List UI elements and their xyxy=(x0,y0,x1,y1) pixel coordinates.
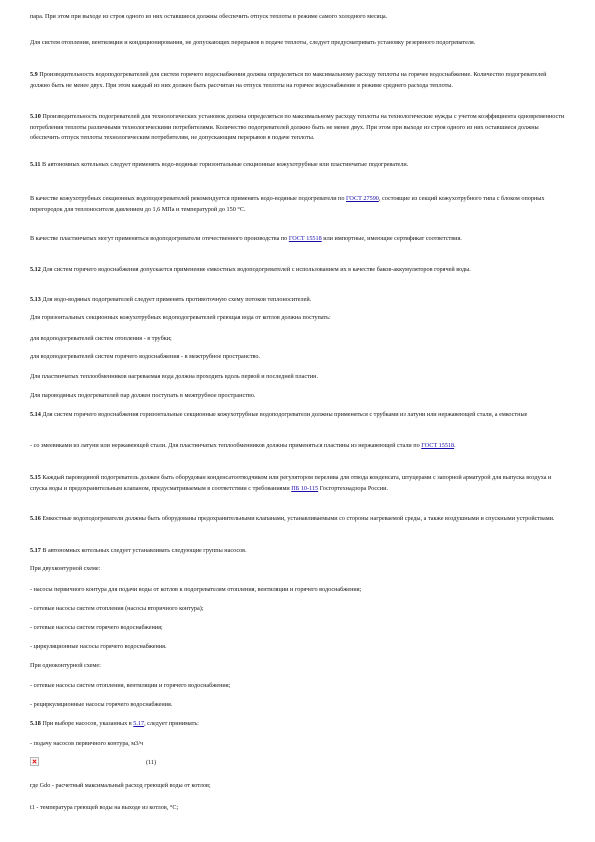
formula-11 xyxy=(30,757,565,771)
paragraph-heating-tubes: для водоподогревателей систем отопления - в трубки; xyxy=(30,335,172,342)
clause-number: 5.17 xyxy=(30,547,41,554)
clause-number: 5.9 xyxy=(30,71,38,78)
link-gost-15518-plates[interactable]: ГОСТ 15518 xyxy=(421,442,455,449)
paragraph-t1: t1 - температура греющей воды на выходе из котлов, °С; xyxy=(30,804,179,811)
paragraph-5-10: 5.10 Производительность подогревателей для технологических установок должна определяться по максимальному расходу теплоты на технологические нужды с учетом коэффициента одновременности потребления теплоты различными технологическими потребителями. Количество подогревателей должно быть не менее двух. При этом при выходе из строя одного из них оставшиеся должны обеспечить отпуск теплоты технологическим потребителям, не допускающим перерывов в подаче теплоты. xyxy=(30,113,565,141)
paragraph-where-gdo: где Gdo - расчетный максимальный расход греющей воды от котлов; xyxy=(30,782,211,789)
paragraph-shell-tube-heaters: В качестве кожухотрубных секционных водоподогревателей рекомендуется применять водо-водяные подогреватели по ГОСТ 27590, состоящие из секций кожухотрубного типа с блоком опорных перегородок для теплоносителя давлением до 1,6 МПа и температурой до 150 °С. xyxy=(30,195,545,213)
paragraph-5-15: 5.15 Каждый пароводяной подогреватель должен быть оборудован конденсатоотводчиком или регулятором перелива для отвода конденсата, штуцерами с запорной арматурой для выпуска воздуха и спуска воды и предохранительным клапаном, предусматриваемым в соответствии с требованиями ПБ 10-115 Госгортехнадзора России. xyxy=(30,474,552,492)
list-item-primary-pumps: - насосы первичного контура для подачи воды от котлов к подогревателям отопления, вентиляции и горячего водоснабжения; xyxy=(30,586,362,593)
paragraph-steam-heaters: Для пароводяных подогревателей пар должен поступать в межтрубное пространство. xyxy=(30,392,256,399)
list-item-network-pumps: - сетевые насосы систем отопления, вентиляции и горячего водоснабжения; xyxy=(30,682,231,689)
clause-number: 5.18 xyxy=(30,720,41,727)
paragraph-5-18: 5.18 При выборе насосов, указанных в 5.17, следует принимать: xyxy=(30,720,199,727)
clause-number: 5.14 xyxy=(30,411,41,418)
formula-number: (11) xyxy=(146,759,157,766)
paragraph-plate-heaters: В качестве пластинчатых могут применяться водоподогреватели отечественного производства по ГОСТ 15518 или импортные, имеющие сертификат соответствия. xyxy=(30,235,462,242)
list-item-hot-water-pumps: - сетевые насосы систем горячего водоснабжения; xyxy=(30,624,163,631)
paragraph-hot-water-annulus: для водоподогревателей систем горячего водоснабжения - в межтрубное пространство. xyxy=(30,353,261,360)
link-gost-27590[interactable]: ГОСТ 27590 xyxy=(346,195,379,202)
paragraph-5-17: 5.17 В автономных котельных следует устанавливать следующие группы насосов. xyxy=(30,547,247,554)
link-pb-10-115[interactable]: ПБ 10-115 xyxy=(291,484,319,492)
paragraph-5-9: 5.9 Производительность водоподогревателей для систем горячего водоснабжения должна определяться по максимальному расходу теплоты на горячее водоснабжение. Количество подогревателей должно быть не менее двух. При этом каждый из них должен быть рассчитан на отпуск теплоты на горячее водоснабжение в режиме среднего расхода теплоты. xyxy=(30,71,547,89)
paragraph-reserve-heater: Для систем отопления, вентиляции и кондиционирования, не допускающих перерывов в подаче теплоты, следует предусматривать установку резервного подогревателя. xyxy=(30,39,476,46)
paragraph-5-12: 5.12 Для систем горячего водоснабжения допускается применение емкостных водоподогревателей с использованием их в качестве баков-аккумуляторов горячей воды. xyxy=(30,266,471,273)
list-item-circulation-pumps: - циркуляционные насосы горячего водоснабжения. xyxy=(30,643,167,650)
paragraph-coils: - со змеевиками из латуни или нержавеющей стали. Для пластинчатых теплообменников должны применяться пластины из нержавеющей стали по ГОСТ 15518. xyxy=(30,442,456,449)
clause-number: 5.11 xyxy=(30,161,41,168)
clause-number: 5.16 xyxy=(30,515,41,522)
link-gost-15518[interactable]: ГОСТ 15518 xyxy=(288,235,322,242)
clause-number: 5.13 xyxy=(30,296,41,303)
paragraph-5-11: 5.11 В автономных котельных следует применять водо-водяные горизонтальные секционные кожухотрубные или пластинчатые подогреватели. xyxy=(30,161,409,168)
paragraph-primary-pump-flow: - подачу насосов первичного контура, м3/ч xyxy=(30,740,144,747)
broken-image-icon xyxy=(30,757,39,766)
paragraph-5-13: 5.13 Для водо-водяных подогревателей следует применять противоточную схему потоков теплоносителей. xyxy=(30,296,312,303)
clause-number: 5.15 xyxy=(30,474,41,481)
paragraph-continuation: пара. При этом при выходе из строя одного из них оставшиеся должны обеспечить отпуск теплоты в режиме самого холодного месяца. xyxy=(30,13,388,20)
clause-number: 5.12 xyxy=(30,266,41,273)
paragraph-one-circuit: При одноконтурной схеме: xyxy=(30,662,101,669)
paragraph-5-16: 5.16 Емкостные водоподогреватели должны быть оборудованы предохранительными клапанами, устанавливаемыми со стороны нагреваемой среды, а также воздушными и спускными устройствами. xyxy=(30,515,555,522)
paragraph-5-14: 5.14 Для систем горячего водоснабжения горизонтальные секционные кожухотрубные водоподогреватели должны применяться с трубками из латуни или нержавеющей стали, а емкостные xyxy=(30,411,528,418)
list-item-heating-pumps: - сетевые насосы систем отопления (насосы вторичного контура); xyxy=(30,605,204,612)
clause-number: 5.10 xyxy=(30,113,41,120)
paragraph-plate-exchangers: Для пластинчатых теплообменников нагреваемая вода должна проходить вдоль первой и последней пластин. xyxy=(30,373,318,380)
link-clause-5-17[interactable]: 5.17 xyxy=(133,720,145,727)
paragraph-horizontal-heaters: Для горизонтальных секционных кожухотрубных водоподогревателей греющая вода от котлов должна поступать: xyxy=(30,314,331,321)
paragraph-two-circuit: При двухконтурной схеме: xyxy=(30,565,101,572)
list-item-recirculation-pumps: - рециркуляционные насосы горячего водоснабжения. xyxy=(30,701,173,708)
